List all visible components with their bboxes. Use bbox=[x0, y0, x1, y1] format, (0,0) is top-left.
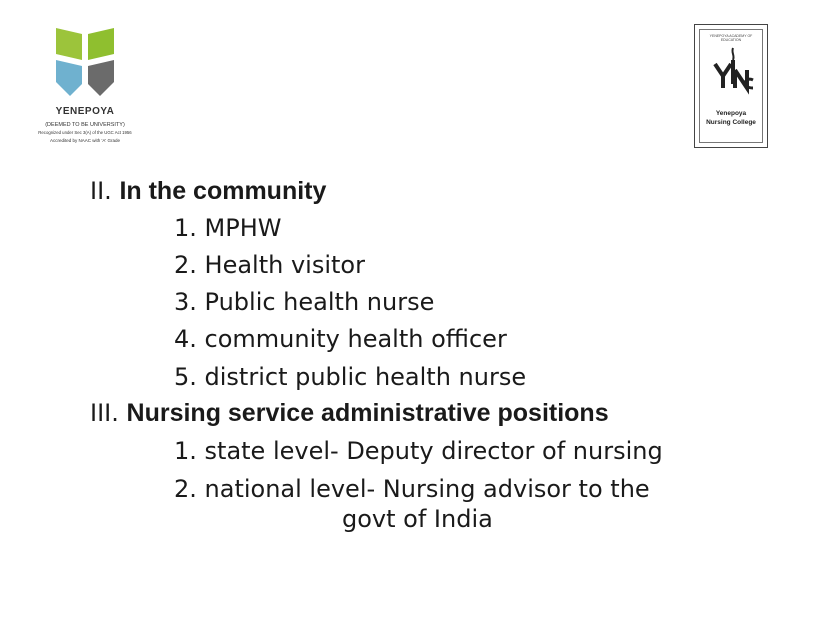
college-name-line2: Nursing College bbox=[706, 119, 756, 126]
shield-emblem-icon bbox=[52, 24, 118, 104]
section-number: III. bbox=[90, 399, 119, 427]
yenepoya-university-logo bbox=[26, 22, 144, 154]
list-item: 4. community health officer bbox=[174, 325, 507, 353]
list-item: 3. Public health nurse bbox=[174, 288, 435, 316]
university-name: YENEPOYA bbox=[55, 106, 115, 117]
section-2-heading bbox=[90, 177, 326, 205]
university-status: (DEEMED TO BE UNIVERSITY) bbox=[45, 122, 125, 128]
college-name-line1: Yenepoya bbox=[715, 110, 747, 117]
logo-top-text: YENEPOYA ACADEMY OF EDUCATION bbox=[709, 34, 753, 42]
logo-inner-border bbox=[699, 29, 763, 143]
list-item: 5. district public health nurse bbox=[174, 363, 527, 391]
section-title: In the community bbox=[119, 177, 327, 205]
section-3-heading bbox=[90, 399, 609, 427]
list-item: 2. national level- Nursing advisor to the bbox=[174, 475, 650, 503]
ugc-recognition: Recognized under Sec 3(A) of the UGC Act 1956 bbox=[38, 130, 132, 135]
naac-accreditation: Accredited by NAAC with 'A' Grade bbox=[50, 138, 120, 143]
list-item: 1. MPHW bbox=[174, 214, 282, 242]
ync-monogram-icon bbox=[709, 44, 757, 102]
section-number: II. bbox=[90, 177, 112, 205]
list-item: 1. state level- Deputy director of nursing bbox=[174, 437, 663, 465]
list-item-continuation: govt of India bbox=[342, 505, 493, 533]
list-item: 2. Health visitor bbox=[174, 251, 365, 279]
section-title: Nursing service administrative positions bbox=[126, 399, 609, 427]
nursing-college-logo bbox=[694, 24, 768, 148]
